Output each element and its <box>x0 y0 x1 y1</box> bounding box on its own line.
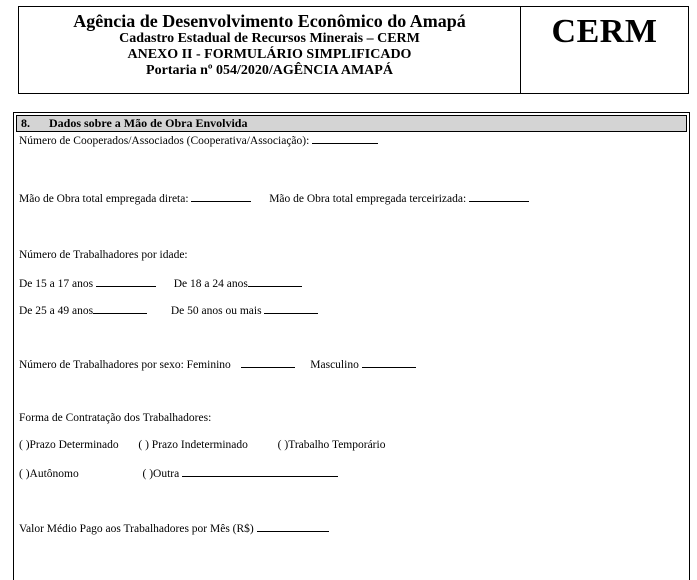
idade-row-2 <box>19 303 318 318</box>
autonomo-checkbox[interactable]: ( )Autônomo <box>19 468 79 480</box>
feminino-label: Número de Trabalhadores por sexo: Feminino <box>19 359 231 371</box>
cooperados-blank[interactable] <box>312 133 378 144</box>
idade-18-24-label: De 18 a 24 anos <box>173 278 248 290</box>
annex-title: ANEXO II - FORMULÁRIO SIMPLIFICADO <box>127 47 412 62</box>
idade-25-49-blank[interactable] <box>93 303 147 314</box>
mao-obra-row <box>19 191 529 206</box>
registry-title: Cadastro Estadual de Recursos Minerais – CERM <box>119 31 420 46</box>
valor-medio-label: Valor Médio Pago aos Trabalhadores por Mês (R$) <box>19 523 254 535</box>
idade-18-24-blank[interactable] <box>248 276 302 287</box>
idade-15-17-label: De 15 a 17 anos <box>19 278 94 290</box>
cerm-logo-text: CERM <box>551 13 658 50</box>
idade-25-49-label: De 25 a 49 anos <box>19 305 94 317</box>
section-header <box>16 115 687 132</box>
outra-checkbox[interactable]: ( )Outra <box>142 468 180 480</box>
valor-medio-row <box>19 521 329 536</box>
valor-medio-blank[interactable] <box>257 521 329 532</box>
header-title-block <box>19 7 521 93</box>
por-idade-heading: Número de Trabalhadores por idade: <box>19 249 188 261</box>
mao-obra-direta-blank[interactable] <box>191 191 251 202</box>
form-header <box>18 6 689 94</box>
idade-15-17-blank[interactable] <box>96 276 156 287</box>
section-title: Dados sobre a Mão de Obra Envolvida <box>49 116 248 130</box>
trabalho-temporario-checkbox[interactable]: ( )Trabalho Temporário <box>277 439 386 451</box>
masculino-label: Masculino <box>310 359 359 371</box>
mao-obra-terceirizada-label: Mão de Obra total empregada terceirizada: <box>269 193 467 205</box>
ordinance-title: Portaria nº 054/2020/AGÊNCIA AMAPÁ <box>146 63 393 78</box>
org-title: Agência de Desenvolvimento Econômico do Amapá <box>73 11 466 31</box>
prazo-determinado-checkbox[interactable]: ( )Prazo Determinado <box>19 439 119 451</box>
idade-50-blank[interactable] <box>264 303 318 314</box>
masculino-blank[interactable] <box>362 357 416 368</box>
cooperados-label: Número de Cooperados/Associados (Cooperativa/Associação): <box>19 135 310 147</box>
cooperados-row <box>19 133 378 148</box>
contratacao-row-2 <box>19 466 338 481</box>
section-mao-de-obra <box>13 112 690 580</box>
contratacao-row-1 <box>19 438 385 452</box>
feminino-blank[interactable] <box>241 357 295 368</box>
idade-row-1 <box>19 276 302 291</box>
section-number: 8. <box>21 116 30 130</box>
header-logo-block <box>521 7 688 93</box>
mao-obra-terceirizada-blank[interactable] <box>469 191 529 202</box>
forma-contratacao-heading: Forma de Contratação dos Trabalhadores: <box>19 412 212 424</box>
outra-blank[interactable] <box>182 466 338 477</box>
prazo-indeterminado-checkbox[interactable]: ( ) Prazo Indeterminado <box>138 439 248 451</box>
idade-50-label: De 50 anos ou mais <box>170 305 262 317</box>
mao-obra-direta-label: Mão de Obra total empregada direta: <box>19 193 189 205</box>
por-sexo-row <box>19 357 416 372</box>
